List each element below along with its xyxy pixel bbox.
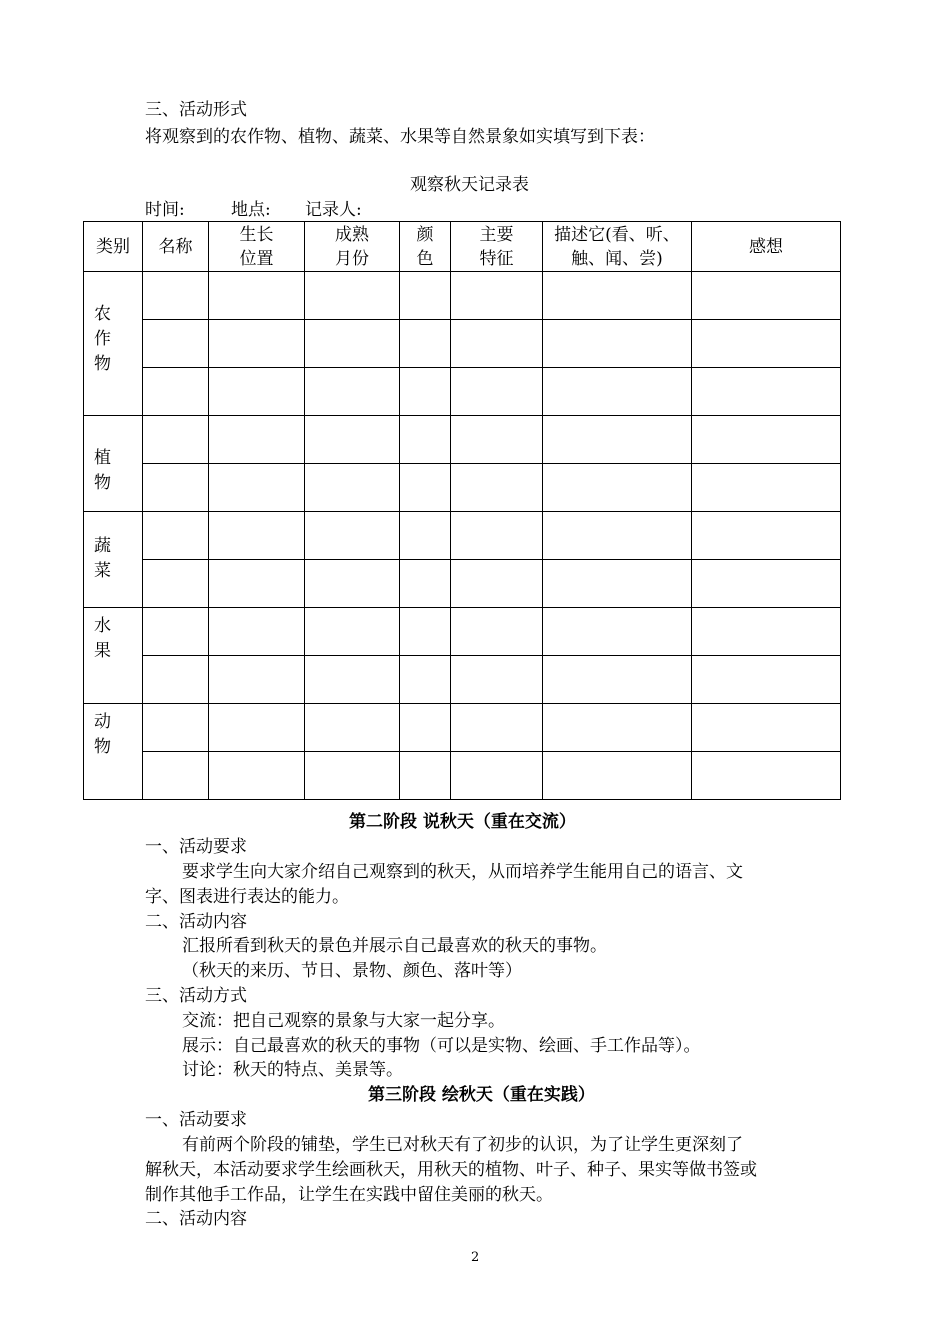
table-cell[interactable] [209, 272, 305, 320]
category-vegetables: 蔬 菜 [84, 512, 143, 608]
section-title: 三、活动形式 [145, 100, 247, 120]
table-cell[interactable] [692, 416, 841, 464]
table-cell[interactable] [305, 752, 400, 800]
table-cell[interactable] [305, 512, 400, 560]
table-cell[interactable] [543, 320, 692, 368]
table-cell[interactable] [305, 704, 400, 752]
table-cell[interactable] [543, 656, 692, 704]
stage2-method-3: 讨论：秋天的特点、美景等。 [182, 1060, 403, 1080]
stage2-content-text-1: 汇报所看到秋天的景色并展示自己最喜欢的秋天的事物。 [182, 936, 607, 956]
stage3-req-text-1: 有前两个阶段的铺垫，学生已对秋天有了初步的认识，为了让学生更深刻了 [182, 1135, 743, 1155]
table-cell[interactable] [543, 608, 692, 656]
stage2-method-title: 三、活动方式 [145, 986, 247, 1006]
table-row [84, 752, 841, 800]
table-cell[interactable] [692, 464, 841, 512]
category-fruits: 水 果 [84, 608, 143, 704]
section-text: 将观察到的农作物、植物、蔬菜、水果等自然景象如实填写到下表： [145, 127, 655, 147]
table-title: 观察秋天记录表 [410, 175, 529, 195]
table-cell[interactable] [451, 656, 543, 704]
table-row [84, 608, 841, 656]
stage3-req-text-3: 制作其他手工作品，让学生在实践中留住美丽的秋天。 [145, 1185, 553, 1205]
table-cell[interactable] [305, 656, 400, 704]
table-cell[interactable] [400, 464, 451, 512]
table-cell[interactable] [543, 512, 692, 560]
header-mature-month: 成熟 月份 [305, 222, 400, 272]
table-cell[interactable] [692, 320, 841, 368]
table-cell[interactable] [543, 752, 692, 800]
stage2-req-title: 一、活动要求 [145, 837, 247, 857]
table-cell[interactable] [451, 464, 543, 512]
header-name: 名称 [143, 222, 209, 272]
header-color: 颜 色 [400, 222, 451, 272]
meta-place: 地点: [231, 200, 271, 220]
table-cell[interactable] [400, 272, 451, 320]
stage3-heading: 第三阶段 绘秋天（重在实践） [368, 1085, 595, 1105]
table-cell[interactable] [305, 416, 400, 464]
table-cell[interactable] [305, 320, 400, 368]
table-cell[interactable] [400, 704, 451, 752]
category-plants: 植 物 [84, 416, 143, 512]
table-cell[interactable] [692, 272, 841, 320]
table-row [84, 560, 841, 608]
stage2-method-2: 展示：自己最喜欢的秋天的事物（可以是实物、绘画、手工作品等）。 [182, 1036, 701, 1056]
category-animals: 动 物 [84, 704, 143, 800]
stage2-req-text-2: 字、图表进行表达的能力。 [145, 887, 349, 907]
table-cell[interactable] [400, 608, 451, 656]
table-cell[interactable] [209, 608, 305, 656]
table-cell[interactable] [451, 560, 543, 608]
table-cell[interactable] [143, 752, 209, 800]
header-growth-location: 生长 位置 [209, 222, 305, 272]
table-header-row [84, 222, 841, 272]
table-cell[interactable] [143, 368, 209, 416]
stage2-content-title: 二、活动内容 [145, 912, 247, 932]
table-cell[interactable] [305, 464, 400, 512]
table-cell[interactable] [143, 560, 209, 608]
header-category: 类别 [84, 222, 143, 272]
category-crops: 农 作 物 [84, 272, 143, 416]
table-cell[interactable] [143, 272, 209, 320]
table-cell[interactable] [400, 416, 451, 464]
table-row [84, 656, 841, 704]
table-cell[interactable] [543, 464, 692, 512]
table-cell[interactable] [400, 560, 451, 608]
table-cell[interactable] [400, 752, 451, 800]
meta-time: 时间: [145, 200, 185, 220]
table-cell[interactable] [400, 512, 451, 560]
meta-recorder: 记录人: [305, 200, 362, 220]
table-cell[interactable] [143, 608, 209, 656]
stage2-heading: 第二阶段 说秋天（重在交流） [349, 812, 576, 832]
table-cell[interactable] [451, 752, 543, 800]
table-cell[interactable] [400, 368, 451, 416]
table-cell[interactable] [143, 704, 209, 752]
table-cell[interactable] [692, 752, 841, 800]
table-cell[interactable] [209, 320, 305, 368]
table-cell[interactable] [451, 368, 543, 416]
page-number: 2 [471, 1250, 480, 1265]
table-cell[interactable] [451, 512, 543, 560]
table-cell[interactable] [209, 752, 305, 800]
table-cell[interactable] [305, 368, 400, 416]
table-row [84, 320, 841, 368]
table-cell[interactable] [209, 512, 305, 560]
table-cell[interactable] [543, 560, 692, 608]
stage2-content-text-2: （秋天的来历、节日、景物、颜色、落叶等） [182, 961, 522, 981]
table-cell[interactable] [305, 560, 400, 608]
stage2-method-1: 交流：把自己观察的景象与大家一起分享。 [182, 1011, 505, 1031]
stage2-req-text-1: 要求学生向大家介绍自己观察到的秋天，从而培养学生能用自己的语言、文 [182, 862, 743, 882]
record-table [83, 221, 841, 800]
table-cell[interactable] [209, 416, 305, 464]
table-row [84, 272, 841, 320]
header-main-features: 主要 特征 [451, 222, 543, 272]
table-row [84, 416, 841, 464]
table-cell[interactable] [692, 560, 841, 608]
table-row [84, 464, 841, 512]
table-cell[interactable] [451, 272, 543, 320]
table-cell[interactable] [692, 368, 841, 416]
table-cell[interactable] [451, 416, 543, 464]
table-cell[interactable] [543, 272, 692, 320]
table-cell[interactable] [543, 416, 692, 464]
table-cell[interactable] [143, 464, 209, 512]
table-cell[interactable] [143, 320, 209, 368]
header-description: 描述它(看、听、 触、闻、尝) [543, 222, 692, 272]
table-cell[interactable] [143, 512, 209, 560]
table-cell[interactable] [209, 464, 305, 512]
table-cell[interactable] [209, 656, 305, 704]
table-row [84, 512, 841, 560]
table-cell[interactable] [209, 560, 305, 608]
table-row [84, 368, 841, 416]
table-cell[interactable] [209, 368, 305, 416]
header-feelings: 感想 [692, 222, 841, 272]
stage3-content-title: 二、活动内容 [145, 1209, 247, 1229]
table-cell[interactable] [692, 512, 841, 560]
table-row [84, 704, 841, 752]
table-cell[interactable] [692, 704, 841, 752]
table-cell[interactable] [543, 368, 692, 416]
table-cell[interactable] [451, 320, 543, 368]
table-cell[interactable] [305, 608, 400, 656]
table-cell[interactable] [143, 656, 209, 704]
stage3-req-text-2: 解秋天，本活动要求学生绘画秋天，用秋天的植物、叶子、种子、果实等做书签或 [145, 1160, 757, 1180]
table-cell[interactable] [692, 656, 841, 704]
table-cell[interactable] [209, 704, 305, 752]
table-cell[interactable] [400, 320, 451, 368]
table-cell[interactable] [451, 608, 543, 656]
table-cell[interactable] [451, 704, 543, 752]
table-cell[interactable] [400, 656, 451, 704]
stage3-req-title: 一、活动要求 [145, 1110, 247, 1130]
table-cell[interactable] [543, 704, 692, 752]
table-cell[interactable] [143, 416, 209, 464]
table-cell[interactable] [692, 608, 841, 656]
table-cell[interactable] [305, 272, 400, 320]
